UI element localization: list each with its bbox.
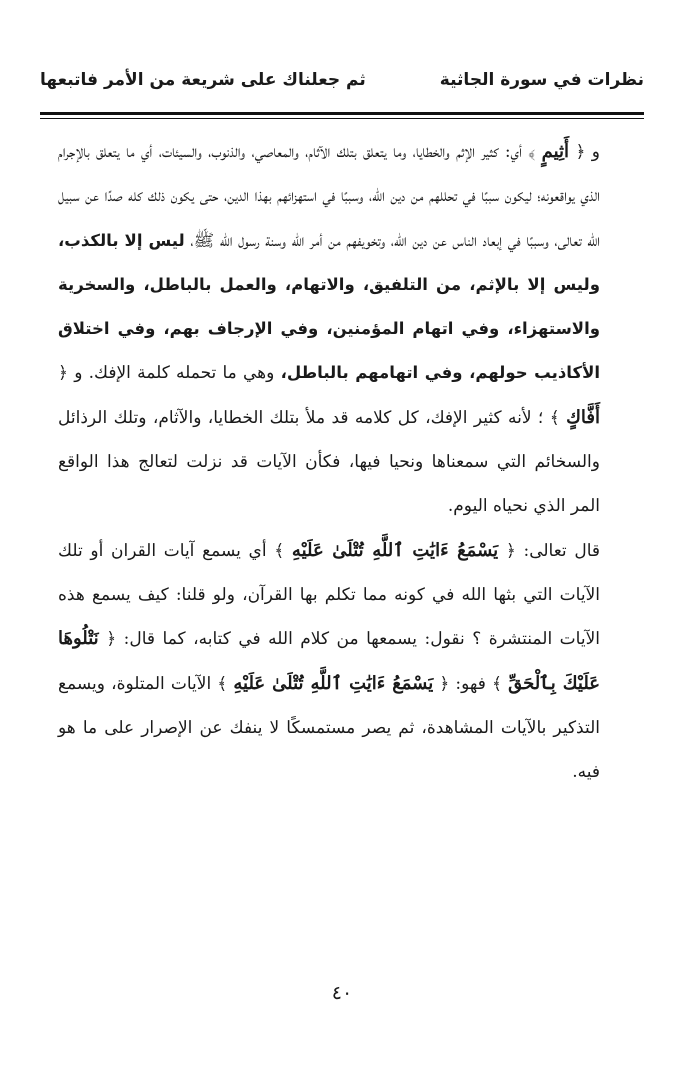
text-run: و <box>591 142 600 162</box>
quran-bracket-close: ﴾ <box>549 407 560 428</box>
paragraph-1 <box>58 130 628 529</box>
page-body <box>58 130 628 794</box>
bold-emphasis: ليس إلا بالكذب، وليس إلا بالإثم، من التلفيق، والاتهام، والعمل بالباطل، والسخرية والاستهزاء، وفي اتهام المؤمنين، وفي الإرجاف بهم، وفي اختلاق الأكاذيب حولهم، وفي اتهامهم بالباطل، <box>58 230 601 383</box>
quran-bracket-close: ﴾ <box>217 673 228 694</box>
quran-verse-yasma-repeat: يَسْمَعُ ءَايَٰتِ ٱللَّهِ تُتْلَىٰ عَلَيْهِ <box>233 672 434 694</box>
header-rule-thin <box>40 118 644 119</box>
text-run: وهي ما تحمله كلمة الإفك. و <box>74 363 275 384</box>
chapter-verse-title: ثم جعلناك على شريعة من الأمر فاتبعها <box>40 70 366 90</box>
quran-bracket-open: ﴿ <box>106 629 117 650</box>
quran-word-athim: أَثِيمٍ <box>541 141 570 162</box>
page-number: ٤٠ <box>331 982 353 1004</box>
quran-bracket-close: ﴾ <box>528 142 536 162</box>
text-run: ؛ لأنه كثير الإفك، كل كلامه قد ملأ بتلك الخطايا، والآثام، وتلك الرذائل والسخائم التي سمعناها ونحيا فيها، فكأن الآيات قد نزلت لتعالج هذا الواقع المر الذي نحياه اليوم. <box>58 407 600 517</box>
quran-bracket-open: ﴿ <box>505 540 516 561</box>
paragraph-2 <box>58 529 628 795</box>
text-run: أي يسمع آيات القران أو تلك الآيات التي بثها الله في كونه مما تكلم بها القرآن، ولو قلنا: كيف يسمع هذه الآيات المنتشرة ؟ نقول: يسمعها من كلام الله في كتابه، كما قال: <box>58 540 600 650</box>
quran-bracket-open: ﴿ <box>58 363 68 384</box>
quran-word-affak: أَفَّاكٍ <box>566 406 601 428</box>
running-header <box>40 62 644 106</box>
quran-bracket-open: ﴿ <box>439 673 450 694</box>
text-run: أي: كثير الإثم والخطايا، وما يتعلق بتلك الآثام، والمعاصي، والذنوب، والسيئات، أي ما يتعلق بالإجرام الذي يواقعونه؛ ليكون سببًا في تحللهم من دين الله، وسببًا في استهزائهم بهذا الدين، حتى يكون ذلك كله صدًا عن سبيل الله تعالى، وسببًا في إبعاد الناس عن دين الله، وتخويفهم من أمر الله وسنة رسول الله ﷺ، <box>58 142 601 251</box>
quran-bracket-close: ﴾ <box>492 673 502 694</box>
quran-bracket-close: ﴾ <box>274 540 285 561</box>
header-rule-thick <box>40 112 644 115</box>
text-run: قال تعالى: <box>515 540 601 561</box>
quran-verse-natluha: نَتْلُوهَا عَلَيْكَ بِٱلْحَقِّ <box>58 628 601 694</box>
text-run: الآيات المتلوة، ويسمع التذكير بالآيات المشاهدة، ثم يصر مستمسكًا لا ينفك عن الإصرار على ما هو فيه. <box>58 673 600 783</box>
book-title: نظرات في سورة الجاثية <box>439 70 644 90</box>
quran-bracket-open: ﴿ <box>575 142 586 162</box>
quran-verse-yasma: يَسْمَعُ ءَايَٰتِ ٱللَّهِ تُتْلَىٰ عَلَيْهِ <box>291 539 499 561</box>
text-run: فهو: <box>449 673 486 694</box>
